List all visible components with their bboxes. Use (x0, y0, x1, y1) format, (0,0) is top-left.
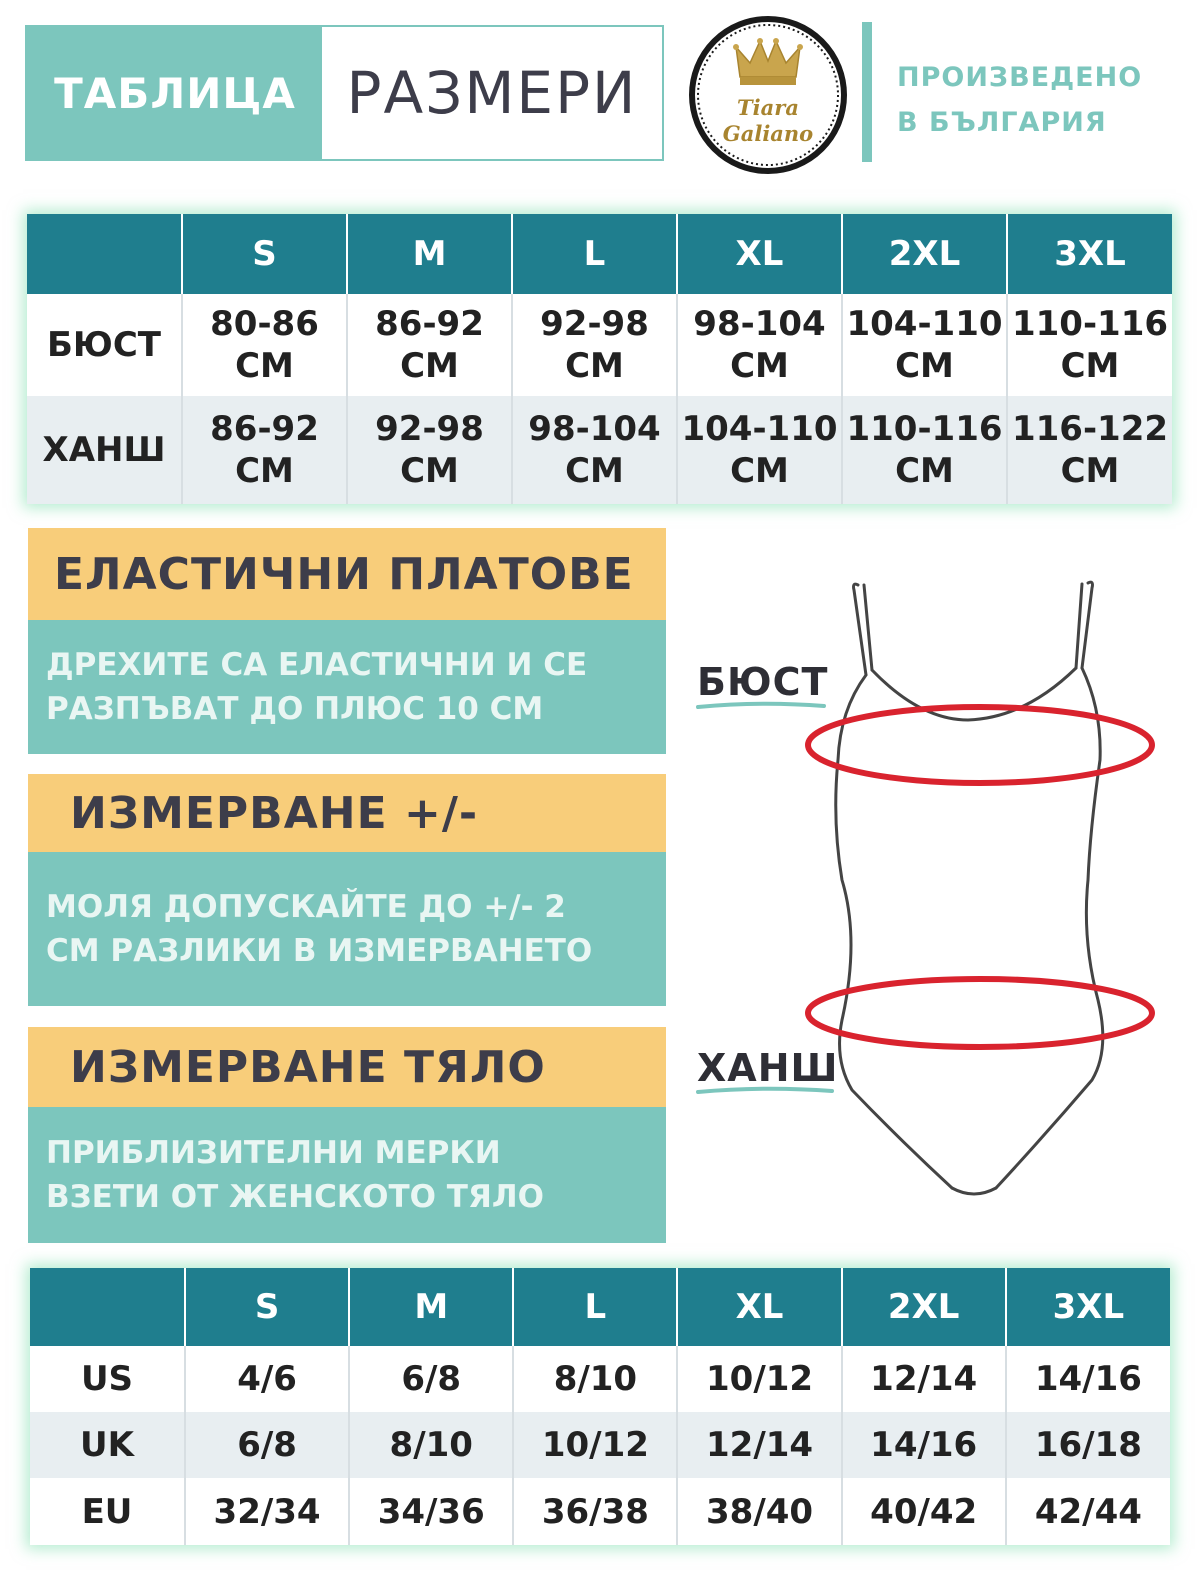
made-line-1: ПРОИЗВЕДЕНО (897, 62, 1143, 93)
header-cell-size: XL (677, 1268, 841, 1346)
row-label: US (30, 1346, 185, 1412)
header-cell-size: M (347, 214, 512, 294)
table-cell: 104-110 СМ (842, 294, 1007, 396)
header-cell-size: L (512, 214, 677, 294)
bust-label: БЮСТ (697, 660, 829, 704)
table-cell: 8/10 (513, 1346, 677, 1412)
hip-label: ХАНШ (697, 1046, 839, 1090)
logo-text-2: Galiano (722, 121, 814, 146)
table-cell: 10/12 (513, 1412, 677, 1478)
table-cell: 6/8 (349, 1346, 513, 1412)
header-cell-size: 2XL (842, 1268, 1006, 1346)
header-cell-size: L (513, 1268, 677, 1346)
table-cell: 86-92 СМ (182, 396, 347, 504)
table-cell: 8/10 (349, 1412, 513, 1478)
table-cell: 12/14 (677, 1412, 841, 1478)
header-cell-size: M (349, 1268, 513, 1346)
table-cell: 110-116 СМ (842, 396, 1007, 504)
header-cell-size: 3XL (1007, 214, 1172, 294)
header-cell-size: 3XL (1006, 1268, 1170, 1346)
header-cell-empty (27, 214, 182, 294)
table-cell: 6/8 (185, 1412, 349, 1478)
table-cell: 116-122 СМ (1007, 396, 1172, 504)
table-cell: 4/6 (185, 1346, 349, 1412)
table-cell: 12/14 (842, 1346, 1006, 1412)
row-label: EU (30, 1478, 185, 1545)
table-cell: 92-98 СМ (512, 294, 677, 396)
size-conversion-table (30, 1268, 1170, 1545)
header-cell-size: XL (677, 214, 842, 294)
info-text-elastic: ДРЕХИТЕ СА ЕЛАСТИЧНИ И СЕ РАЗПЪВАТ ДО ПЛЮС 10 СМ (28, 620, 666, 754)
bodysuit-outline-icon (836, 582, 1103, 1194)
header-cell-empty (30, 1268, 185, 1346)
table-cell: 110-116 СМ (1011, 304, 1169, 386)
info-text-tolerance: МОЛЯ ДОПУСКАЙТЕ ДО +/- 2 СМ РАЗЛИКИ В ИЗМЕРВАНЕТО (28, 852, 666, 1006)
bust-underline (698, 704, 824, 707)
table-row (27, 396, 1172, 504)
table-cell: 86-92 СМ (347, 294, 512, 396)
title-right-text: РАЗМЕРИ (346, 59, 638, 127)
body-size-table (27, 214, 1172, 504)
made-in-label (897, 55, 1187, 145)
info-text-body: ПРИБЛИЗИТЕЛНИ МЕРКИ ВЗЕТИ ОТ ЖЕНСКОТО ТЯЛО (28, 1107, 666, 1243)
header-cell-size: 2XL (842, 214, 1007, 294)
table-cell: 14/16 (842, 1412, 1006, 1478)
table-cell: 16/18 (1006, 1412, 1170, 1478)
table-row (27, 294, 1172, 396)
row-label: ХАНШ (27, 396, 182, 504)
info-title-tolerance: ИЗМЕРВАНЕ +/- (28, 774, 666, 852)
body-size-table-wrapper (27, 214, 1172, 504)
table-cell: 34/36 (349, 1478, 513, 1545)
made-line-2: В БЪЛГАРИЯ (897, 107, 1107, 138)
table-header-row (30, 1268, 1170, 1346)
info-title-body: ИЗМЕРВАНЕ ТЯЛО (28, 1027, 666, 1107)
row-label: БЮСТ (27, 294, 182, 396)
title-left-banner (25, 25, 325, 161)
table-row (30, 1412, 1170, 1478)
table-cell: 14/16 (1034, 1359, 1142, 1399)
bodysuit-illustration (690, 560, 1170, 1220)
size-conversion-table-wrapper (30, 1268, 1170, 1545)
brand-logo (688, 15, 848, 175)
table-cell: 80-86 СМ (182, 294, 347, 396)
table-cell: 104-110 СМ (677, 396, 842, 504)
table-cell: 98-104 СМ (677, 294, 842, 396)
table-cell: 92-98 СМ (347, 396, 512, 504)
table-cell: 42/44 (1034, 1491, 1142, 1532)
hip-underline (698, 1089, 832, 1092)
row-label: UK (30, 1412, 185, 1478)
table-row (30, 1346, 1170, 1412)
table-cell: 38/40 (677, 1478, 841, 1545)
table-cell: 98-104 СМ (512, 396, 677, 504)
header-cell-size: S (182, 214, 347, 294)
header-divider (862, 22, 872, 162)
info-title-elastic: ЕЛАСТИЧНИ ПЛАТОВЕ (28, 528, 666, 620)
table-cell: 10/12 (677, 1346, 841, 1412)
title-left-text: ТАБЛИЦА (54, 68, 296, 118)
title-right-banner (320, 25, 664, 161)
table-cell: 36/38 (513, 1478, 677, 1545)
table-row (30, 1478, 1170, 1545)
logo-text-1: Tiara (737, 95, 799, 120)
table-header-row (27, 214, 1172, 294)
table-cell: 40/42 (842, 1478, 1006, 1545)
header-cell-size: S (185, 1268, 349, 1346)
table-cell: 32/34 (185, 1478, 349, 1545)
